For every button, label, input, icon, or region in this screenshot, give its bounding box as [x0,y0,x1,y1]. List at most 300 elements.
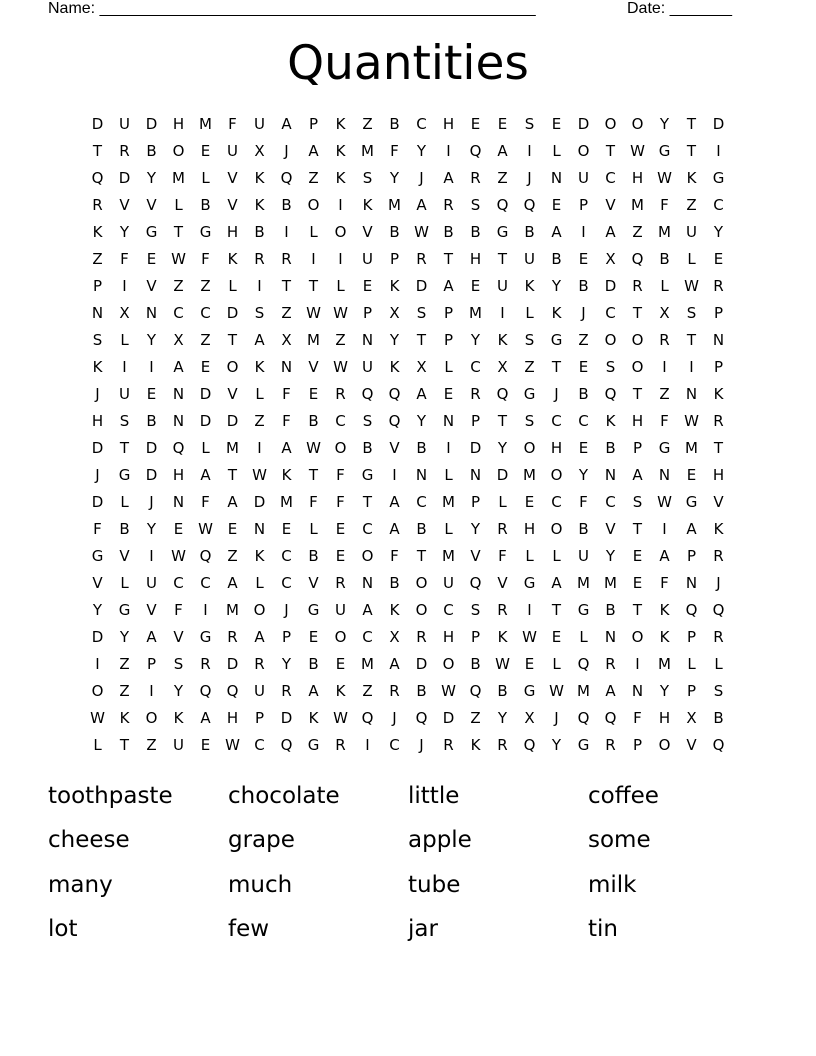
grid-letter: V [713,493,724,511]
grid-letter: S [632,493,643,511]
grid-letter: M [361,142,374,160]
grid-letter: B [578,520,589,538]
grid-letter: O [415,601,428,619]
grid-letter: N [631,682,644,700]
grid-letter: C [443,601,454,619]
grid-letter: S [470,601,481,619]
grid-letter: C [389,736,400,754]
grid-letter: D [712,115,725,133]
grid-letter: N [712,331,725,349]
grid-letter: A [308,682,319,700]
grid-letter: R [254,655,265,673]
grid-letter: B [389,115,400,133]
grid-row [84,165,732,192]
grid-letter: U [173,736,184,754]
grid-letter: H [442,115,455,133]
grid-letter: Q [523,736,536,754]
word-bank-item: tube [408,871,461,898]
grid-letter: D [226,412,239,430]
grid-letter: Z [686,196,697,214]
grid-letter: L [444,466,453,484]
word-bank-item: few [228,916,270,943]
grid-letter: R [713,277,724,295]
grid-letter: D [226,304,239,322]
grid-letter: A [659,547,670,565]
grid-letter: F [309,493,318,511]
header [48,0,748,19]
grid-letter: D [145,466,158,484]
grid-letter: U [578,547,589,565]
grid-letter: M [442,493,455,511]
grid-letter: N [280,358,293,376]
word-bank-item: jar [408,916,438,943]
grid-letter: L [579,628,588,646]
grid-letter: I [257,439,262,457]
grid-letter: L [552,547,561,565]
grid-letter: X [389,628,400,646]
grid-letter: S [686,304,697,322]
grid-letter: E [146,385,157,403]
grid-letter: V [308,574,319,592]
grid-letter: R [443,736,454,754]
grid-letter: Y [146,331,157,349]
grid-letter: L [228,277,237,295]
grid-letter: B [308,412,319,430]
grid-letter: V [146,277,157,295]
grid-letter: R [416,250,427,268]
grid-letter: Z [659,385,670,403]
grid-letter: L [120,331,129,349]
grid-letter: Q [388,412,401,430]
grid-letter: D [469,439,482,457]
grid-row [84,597,732,624]
grid-letter: I [122,358,127,376]
grid-letter: N [172,493,185,511]
grid-letter: A [308,142,319,160]
grid-letter: M [388,196,401,214]
grid-row [84,381,732,408]
grid-letter: D [199,385,212,403]
grid-letter: Y [470,331,481,349]
grid-letter: B [200,196,211,214]
grid-letter: F [660,574,669,592]
grid-letter: K [92,223,103,241]
grid-letter: K [524,277,535,295]
grid-letter: R [389,682,400,700]
grid-letter: D [226,655,239,673]
grid-letter: O [604,331,617,349]
grid-letter: N [658,466,671,484]
grid-letter: L [336,277,345,295]
grid-letter: Y [119,628,130,646]
grid-letter: F [336,466,345,484]
grid-letter: J [554,709,559,727]
grid-letter: M [226,439,239,457]
grid-letter: K [254,358,265,376]
grid-letter: Q [523,196,536,214]
grid-letter: E [281,520,292,538]
grid-letter: O [658,736,671,754]
grid-letter: O [91,682,104,700]
grid-letter: E [308,628,319,646]
grid-letter: W [630,142,645,160]
grid-letter: O [253,601,266,619]
grid-letter: I [500,304,505,322]
grid-letter: E [335,547,346,565]
grid-letter: Z [362,682,373,700]
grid-row [84,651,732,678]
grid-letter: Z [281,304,292,322]
grid-letter: V [146,601,157,619]
grid-letter: Q [280,736,293,754]
grid-letter: T [497,412,508,430]
grid-letter: A [551,574,562,592]
grid-letter: S [119,412,130,430]
word-bank-item: grape [228,827,295,854]
grid-letter: R [632,277,643,295]
grid-letter: F [390,547,399,565]
grid-letter: G [307,736,320,754]
grid-letter: T [497,250,508,268]
grid-letter: M [280,493,293,511]
grid-letter: N [550,169,563,187]
grid-letter: L [93,736,102,754]
grid-letter: Q [199,682,212,700]
grid-letter: B [551,250,562,268]
grid-letter: Q [415,709,428,727]
grid-letter: N [172,412,185,430]
grid-letter: G [199,223,212,241]
grid-letter: E [578,250,589,268]
grid-letter: B [416,439,427,457]
grid-letter: P [632,736,643,754]
grid-letter: R [713,628,724,646]
grid-letter: T [227,331,238,349]
grid-letter: Q [496,385,509,403]
grid-letter: W [171,250,186,268]
grid-letter: D [199,412,212,430]
grid-letter: W [306,304,321,322]
grid-letter: L [660,277,669,295]
grid-letter: P [713,304,724,322]
grid-letter: W [684,412,699,430]
grid-letter: B [308,655,319,673]
grid-letter: I [635,655,640,673]
grid-letter: K [362,196,373,214]
grid-letter: K [308,709,319,727]
grid-letter: J [419,169,424,187]
grid-letter: K [227,250,238,268]
grid-letter: Q [577,709,590,727]
grid-letter: O [361,547,374,565]
grid-letter: X [173,331,184,349]
grid-letter: W [333,304,348,322]
grid-letter: K [470,736,481,754]
grid-letter: P [632,439,643,457]
grid-letter: C [200,304,211,322]
grid-letter: E [200,358,211,376]
grid-letter: I [95,655,100,673]
grid-row [84,435,732,462]
grid-letter: L [255,385,264,403]
grid-letter: P [281,628,292,646]
grid-letter: B [470,655,481,673]
grid-row [84,327,732,354]
grid-letter: N [91,304,104,322]
grid-letter: M [199,115,212,133]
grid-letter: E [443,385,454,403]
grid-letter: U [119,385,130,403]
grid-letter: K [659,601,670,619]
grid-letter: T [92,142,103,160]
grid-letter: Q [226,682,239,700]
letter-grid [84,111,732,759]
grid-letter: B [578,277,589,295]
date-field-label: Date: _______ [627,0,732,17]
grid-letter: W [225,736,240,754]
grid-letter: L [552,655,561,673]
grid-letter: N [361,574,374,592]
grid-letter: K [119,709,130,727]
grid-letter: W [171,547,186,565]
grid-letter: T [605,142,616,160]
grid-letter: E [713,250,724,268]
grid-letter: X [497,358,508,376]
grid-letter: B [524,223,535,241]
grid-letter: K [713,385,724,403]
grid-letter: E [308,385,319,403]
grid-letter: P [92,277,103,295]
grid-letter: D [145,115,158,133]
grid-letter: Z [200,331,211,349]
grid-letter: B [470,223,481,241]
grid-letter: Z [227,547,238,565]
grid-letter: J [392,709,397,727]
grid-letter: W [333,709,348,727]
grid-letter: G [685,493,698,511]
grid-letter: Y [146,169,157,187]
grid-letter: K [389,277,400,295]
grid-letter: A [497,142,508,160]
grid-row [84,192,732,219]
grid-letter: I [392,466,397,484]
grid-row [84,408,732,435]
grid-letter: M [577,574,590,592]
grid-letter: W [252,466,267,484]
grid-letter: T [686,115,697,133]
grid-letter: A [416,385,427,403]
grid-letter: S [362,169,373,187]
word-bank-item: some [588,827,651,854]
grid-letter: E [632,574,643,592]
grid-letter: B [254,223,265,241]
grid-letter: H [658,709,671,727]
word-bank-item: much [228,871,293,898]
word-bank [48,774,768,952]
grid-letter: C [281,574,292,592]
grid-letter: G [361,466,374,484]
grid-letter: Y [389,331,400,349]
grid-letter: O [415,574,428,592]
grid-letter: Y [470,520,481,538]
grid-letter: L [714,655,723,673]
grid-letter: Q [712,736,725,754]
grid-letter: H [712,466,725,484]
grid-letter: N [361,331,374,349]
grid-letter: Y [659,115,670,133]
grid-letter: R [497,736,508,754]
grid-letter: D [496,466,509,484]
grid-letter: V [227,169,238,187]
grid-letter: E [632,547,643,565]
grid-letter: D [577,115,590,133]
grid-letter: T [416,547,427,565]
grid-letter: T [173,223,184,241]
grid-row [84,138,732,165]
grid-letter: K [254,196,265,214]
grid-letter: H [226,709,239,727]
grid-letter: Z [146,736,157,754]
grid-letter: Z [524,358,535,376]
grid-letter: K [254,169,265,187]
grid-letter: E [524,493,535,511]
grid-letter: G [658,439,671,457]
grid-letter: A [200,466,211,484]
grid-letter: R [416,628,427,646]
grid-letter: A [200,709,211,727]
grid-letter: R [497,601,508,619]
grid-letter: S [362,412,373,430]
grid-letter: J [95,385,100,403]
grid-letter: V [92,574,103,592]
grid-letter: U [335,601,346,619]
grid-letter: B [362,439,373,457]
grid-row [84,678,732,705]
grid-row [84,705,732,732]
grid-letter: K [497,331,508,349]
grid-letter: A [281,115,292,133]
grid-letter: I [149,682,154,700]
grid-letter: S [524,331,535,349]
grid-letter: Y [146,520,157,538]
grid-letter: O [523,439,536,457]
grid-letter: Q [361,709,374,727]
grid-row [84,624,732,651]
grid-letter: J [149,493,154,511]
grid-letter: S [605,358,616,376]
grid-letter: A [443,169,454,187]
grid-letter: Y [92,601,103,619]
grid-letter: T [551,358,562,376]
grid-letter: K [335,142,346,160]
grid-row [84,570,732,597]
grid-letter: Y [389,169,400,187]
grid-letter: A [146,628,157,646]
grid-letter: T [632,385,643,403]
grid-letter: P [443,331,454,349]
grid-letter: A [362,601,373,619]
grid-letter: P [362,304,373,322]
grid-letter: N [415,466,428,484]
grid-letter: S [254,304,265,322]
grid-letter: E [335,520,346,538]
grid-letter: M [604,574,617,592]
grid-letter: K [605,412,616,430]
grid-letter: V [173,628,184,646]
grid-letter: Z [254,412,265,430]
grid-letter: E [686,466,697,484]
grid-letter: Y [173,682,184,700]
grid-letter: C [173,304,184,322]
grid-letter: E [227,520,238,538]
grid-letter: L [498,493,507,511]
grid-letter: Y [551,736,562,754]
grid-letter: I [446,439,451,457]
grid-letter: Q [469,574,482,592]
grid-letter: F [282,385,291,403]
grid-letter: U [362,250,373,268]
grid-letter: R [443,196,454,214]
grid-letter: A [227,574,238,592]
grid-letter: B [713,709,724,727]
grid-letter: A [389,655,400,673]
grid-letter: D [145,439,158,457]
grid-letter: V [605,520,616,538]
grid-letter: I [365,736,370,754]
grid-letter: M [685,439,698,457]
grid-letter: M [361,655,374,673]
grid-letter: L [120,574,129,592]
word-bank-item: apple [408,827,472,854]
grid-letter: W [333,358,348,376]
grid-letter: I [716,142,721,160]
grid-letter: C [362,520,373,538]
grid-letter: L [201,439,210,457]
grid-letter: W [495,655,510,673]
grid-letter: G [307,601,320,619]
grid-letter: S [524,115,535,133]
grid-letter: Q [361,385,374,403]
grid-letter: T [308,277,319,295]
grid-letter: Z [173,277,184,295]
grid-row [84,543,732,570]
grid-letter: E [551,628,562,646]
grid-letter: W [684,277,699,295]
grid-letter: A [173,358,184,376]
grid-row [84,111,732,138]
grid-letter: I [527,601,532,619]
grid-letter: Q [469,142,482,160]
grid-letter: O [226,358,239,376]
grid-letter: A [254,331,265,349]
grid-letter: N [685,574,698,592]
grid-letter: K [389,358,400,376]
grid-letter: R [335,736,346,754]
grid-row [84,219,732,246]
grid-letter: A [686,520,697,538]
grid-letter: V [389,439,400,457]
grid-letter: W [522,628,537,646]
grid-letter: A [551,223,562,241]
grid-letter: E [497,115,508,133]
grid-letter: U [254,682,265,700]
grid-letter: R [659,331,670,349]
grid-letter: H [442,628,455,646]
grid-letter: S [524,412,535,430]
grid-letter: I [662,358,667,376]
grid-letter: C [605,304,616,322]
grid-letter: Z [92,250,103,268]
